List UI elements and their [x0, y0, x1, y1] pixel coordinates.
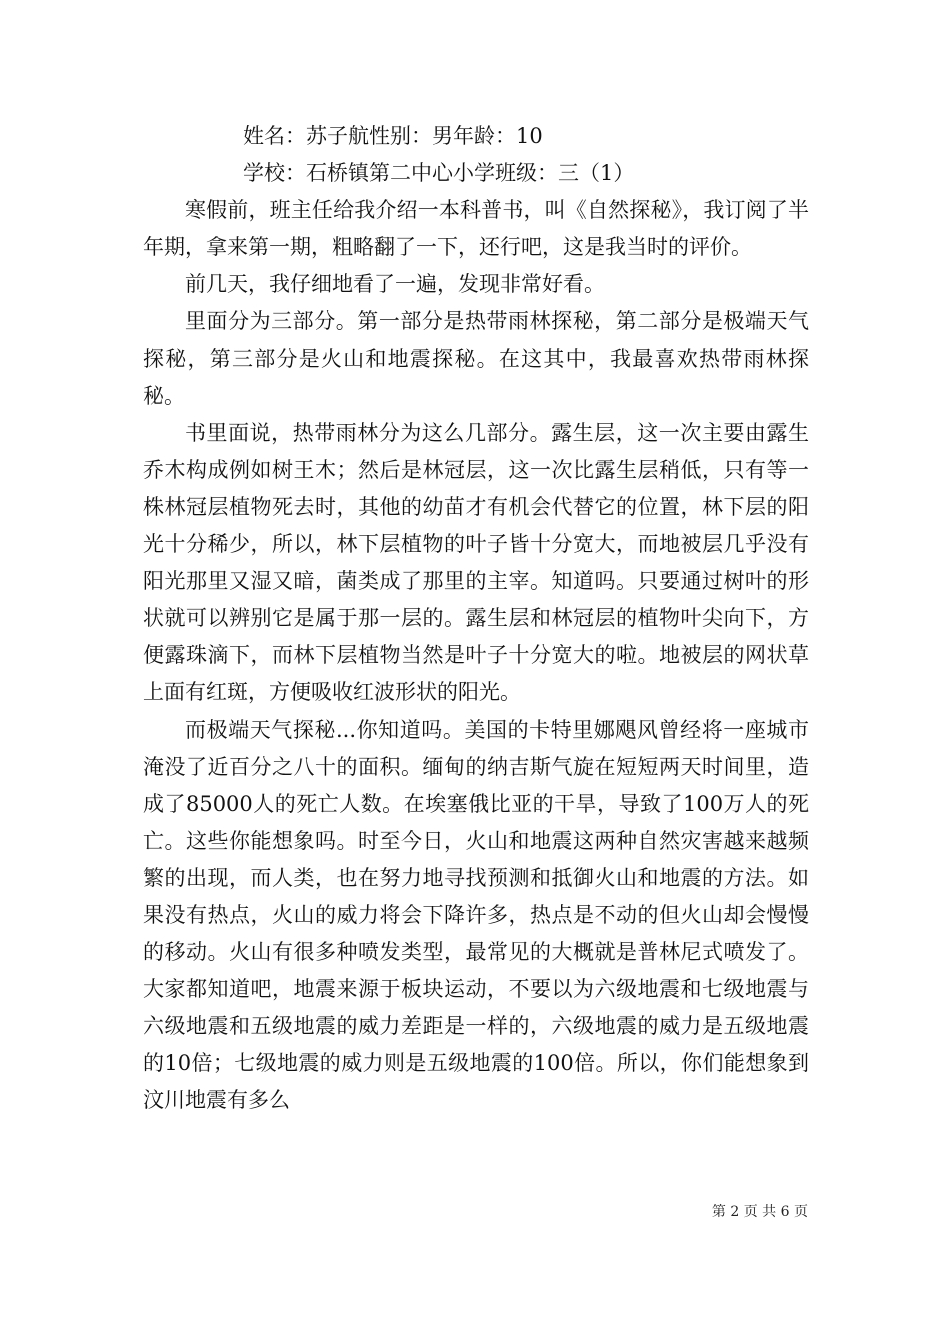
- document-body: [143, 118, 809, 1120]
- student-info-school-line: 学校：石桥镇第二中心小学班级：三（1）: [243, 161, 635, 186]
- paragraph-impression: 前几天，我仔细地看了一遍，发现非常好看。: [185, 272, 605, 297]
- page-number-footer: 第 2 页 共 6 页: [711, 1204, 808, 1220]
- paragraph-intro: 寒假前，班主任给我介绍一本科普书，叫《自然探秘》，我订阅了半年期，拿来第一期，粗略翻了一下，还行吧，这是我当时的评价。: [143, 198, 809, 260]
- paragraph-extreme-weather: 而极端天气探秘...你知道吗。美国的卡特里娜飓风曾经将一座城市淹没了近百分之八十的面积。缅甸的纳吉斯气旋在短短两天时间里，造成了85000人的死亡人数。在埃塞俄比亚的干旱，导致了100万人的死亡。这些你能想象吗。时至今日，火山和地震这两种自然灾害越来越频繁的出现，而人类，也在努力地寻找预测和抵御火山和地震的方法。如果没有热点，火山的威力将会下降许多，热点是不动的但火山却会慢慢的移动。火山有很多种喷发类型，最常见的大概就是普林尼式喷发了。大家都知道吧，地震来源于板块运动，不要以为六级地震和七级地震与六级地震和五级地震的威力差距是一样的，六级地震的威力是五级地震的10倍；七级地震的威力则是五级地震的100倍。所以，你们能想象到汶川地震有多么: [143, 717, 809, 1113]
- student-info-name-line: 姓名：苏子航性别：男年龄：10: [243, 124, 543, 148]
- paragraph-rainforest: 书里面说，热带雨林分为这么几部分。露生层，这一次主要由露生乔木构成例如树王木；然后是林冠层，这一次比露生层稍低，只有等一株林冠层植物死去时，其他的幼苗才有机会代替它的位置，林下层的阳光十分稀少，所以，林下层植物的叶子皆十分宽大，而地被层几乎没有阳光那里又湿又暗，菌类成了那里的主宰。知道吗。只要通过树叶的形状就可以辨别它是属于那一层的。露生层和林冠层的植物叶尖向下，方便露珠滴下，而林下层植物当然是叶子十分宽大的啦。地被层的网状草上面有红斑，方便吸收红波形状的阳光。: [143, 420, 809, 705]
- paragraph-structure: 里面分为三部分。第一部分是热带雨林探秘，第二部分是极端天气探秘，第三部分是火山和地震探秘。在这其中，我最喜欢热带雨林探秘。: [143, 309, 809, 408]
